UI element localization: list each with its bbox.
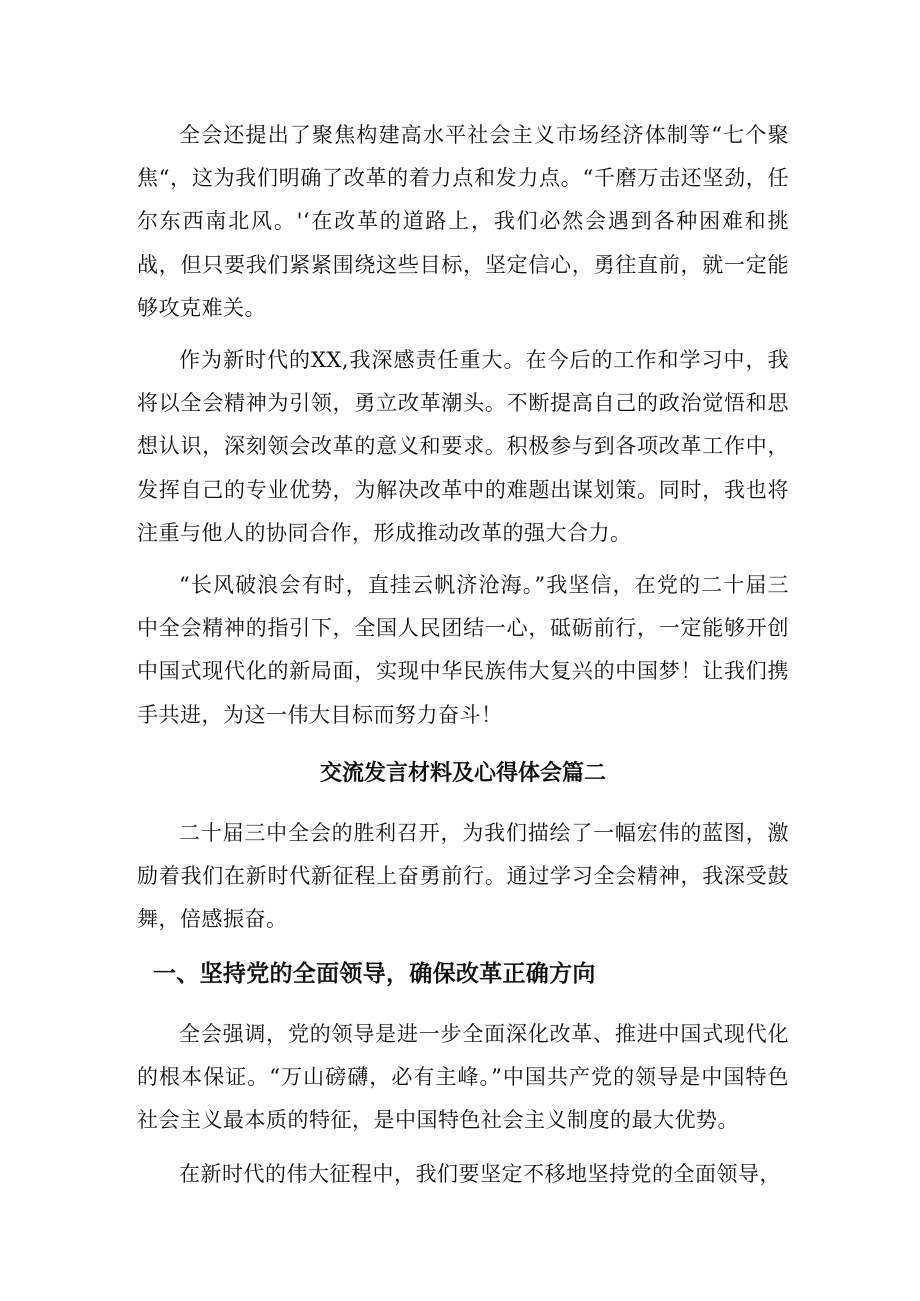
paragraph-belief: “长风破浪会有时，直挂云帆济沧海。”我坚信，在党的二十届三中全会精神的指引下，全国人民团结一心，砥砺前行，一定能够开创中国式现代化的新局面，实现中华民族伟大复兴的中国梦！让我们携手共进，为这一伟大目标而努力奋斗！ (137, 573, 789, 727)
subheading-party-leadership: 一、坚持党的全面领导，确保改革正确方向 (153, 961, 596, 987)
paragraph-new-era: 在新时代的伟大征程中，我们要坚定不移地坚持党的全面领导， (179, 1162, 781, 1186)
paragraph-reform-focus: 全会还提出了聚焦构建高水平社会主义市场经济体制等“七个聚焦“，这为我们明确了改革的着力点和发力点。“千磨万击还坚劲，任尔东西南北风。'‘在改革的道路上，我们必然会遇到各种困难和挑战，但只要我们紧紧围绕这些目标，坚定信心，勇往直前，就一定能够攻克难关。 (137, 123, 789, 320)
paragraph-plenary-intro: 二十届三中全会的胜利召开，为我们描绘了一幅宏伟的蓝图，激励着我们在新时代新征程上奋勇前行。通过学习全会精神，我深受鼓舞，倍感振奋。 (137, 821, 789, 932)
section-title: 交流发言材料及心得体会篇二 (319, 761, 606, 786)
paragraph-responsibility: 作为新时代的XX,我深感责任重大。在今后的工作和学习中，我将以全会精神为引领，勇立改革潮头。不断提高自己的政治觉悟和思想认识，深刻领会改革的意义和要求。积极参与到各项改革工作中，发挥自己的专业优势，为解决改革中的难题出谋划策。同时，我也将注重与他人的协同合作，形成推动改革的强大合力。 (137, 348, 789, 545)
paragraph-party-leadership: 全会强调，党的领导是进一步全面深化改革、推进中国式现代化的根本保证。“万山磅礴，必有主峰。”中国共产党的领导是中国特色社会主义最本质的特征，是中国特色社会主义制度的最大优势。 (137, 1022, 789, 1133)
